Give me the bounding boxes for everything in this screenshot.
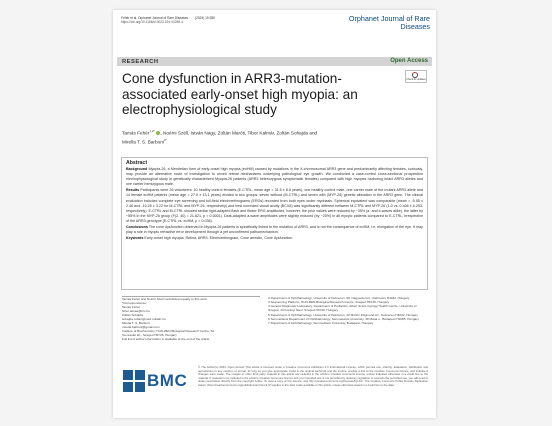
check-for-updates-label: Check for updates bbox=[406, 78, 426, 81]
affiliation-item: 3 Sequencing Platform, HUN-REN Biological Research Centre, Szeged H6726, Hungary bbox=[268, 300, 390, 305]
author-name[interactable]: Tamás Fehér bbox=[122, 130, 150, 136]
section-bar bbox=[117, 57, 432, 66]
results-text: Participants were 26 volunteers: 10 healthy control females (E-CTRL, mean age = 31.5 ± 8.8 years), one healthy control male, one carrier male of the mutant ARR3 allele and 14 female eoHM patients (mean age = 27.0 ± 13.1 years) divided in two groups: seven without (M-CTRL) and seven with (MYP-26) genetic alteration in the ARR3 gene. The clinical evaluation included complete eye screening and full-field electroretinograms (ERGs) recorded from both eyes under mydriasis. Spherical equivalent was comparable (mean = -9.55 ± 2.46 and -10.25 ± 3.22 for M-CTRL and MYP-26, respectively) and best corrected visual acuity (BCVA) was significantly different between M-CTRL and MYP-26 (1.0 vs. 0.406 ± 0.253, respectively). E-CTRL and M-CTRL showed similar light-adapted flash and flicker ERG amplitudes, however, the prior values were reduced by ~35% (a- and b-waves alike), the latter by ~55% in the MYP-26 group (F(2, 40) = 21.821, p < 0.0001). Dark-adapted a-wave amplitudes were slightly reduced (by ~20%) in all myopic patients compared to E-CTRL, irrespective of the ARR3 genotype (E-CTRL vs. eoHM, p = 0.038). bbox=[126, 188, 423, 223]
affiliation-item: 2 Department of Ophthalmology, University of Debrecen, 98. Nagyerdei krt., Debrecen H4032, Hungary bbox=[268, 296, 410, 300]
article-type-label: RESEARCH bbox=[122, 58, 159, 65]
abstract-heading: Abstract bbox=[126, 160, 148, 166]
affiliation-item: 6 Semmelweis Department of Ophthalmology, Semmelweis University, 39 Mária u., Budapest H1085, Hungary bbox=[268, 316, 419, 321]
citation-line: Fehér et al. Orphanet Journal of Rare Diseases (2024) 19:285 bbox=[121, 16, 215, 20]
background-text: Myopia-26, a Mendelian form of early-onset high myopia (eoHM) caused by mutations in the X-chromosomal ARR3 gene and predominantly affecting females, curiously, may provide an alternative route of investigation to unveil retinal mechanisms underlying pathological eye growth. We conducted a case-control cross-sectional prospective electrophysiological study in genetically characterized Myopia-26 patients (ARR3 heterozygous symptomatic females) compared with high myopes harboring intact ARR3 alleles and one carrier hemizygous male. bbox=[126, 167, 423, 187]
publisher-logo-text: BMC bbox=[147, 371, 188, 390]
abstract-conclusions bbox=[126, 225, 423, 235]
author-names: , Noémi Széll, István Nagy, Zoltán Maróti, Tibor Kalmár, Zoltán Sohajda and bbox=[160, 130, 318, 136]
abstract-box bbox=[121, 157, 428, 290]
author-list bbox=[122, 128, 422, 146]
update-check-icon bbox=[412, 72, 418, 78]
note-line: Institute of Biochemistry, HUN-REN Biological Research Centre, 62 bbox=[122, 328, 215, 333]
article-title: Cone dysfunction in ARR3-mutation-associated early-onset high myopia: an electrophysiological study bbox=[122, 71, 358, 117]
abstract-body bbox=[126, 167, 423, 242]
license-text: © The Author(s) 2024. Open Access This article is licensed under a Creative Commons Attribution 4.0 International License, which permits use, sharing, adaptation, distribution and reproduction in any medium or format, as long as you give appropriate credit to the original author(s) and the source, provide a link to the Creative Commons licence, and indicate if changes were made. The images or other third party material in this article are included in the article's Creative Commons licence, unless indicated otherwise in a credit line to the material. If material is not included in the article's Creative Commons licence and your intended use is not permitted by statutory regulation or exceeds the permitted use, you will need to obtain permission directly from the copyright holder. To view a copy of this licence, visit http://creativecommons.org/licenses/by/4.0/. The Creative Commons Public Domain Dedication waiver (http://creativecommons.org/publicdomain/zero/1.0/) applies to the data made available in this article, unless otherwise stated in a credit line to the data. bbox=[198, 365, 428, 387]
affiliation-item: 5 Department of Ophthalmology, University of Debrecen, 22 Móricz Zsigmond krt., Debrecen H4032, Hungary bbox=[268, 312, 418, 317]
doi-link[interactable]: https://doi.org/10.1186/s13023-024-03289-4 bbox=[121, 20, 183, 24]
author-affiliation-marker: 3* bbox=[163, 137, 167, 142]
article-page bbox=[113, 10, 436, 418]
email-link[interactable]: feher.tamas@brc.hu bbox=[122, 308, 150, 313]
open-access-label: Open Access bbox=[390, 58, 428, 65]
check-for-updates-button[interactable] bbox=[405, 70, 427, 83]
email-link[interactable]: sohajda.zoltan@med.unideb.hu bbox=[122, 316, 166, 321]
affiliation-item: 4 Genetic Diagnostic Laboratory, Department of Pediatrics, Albert Szent-Györgyi Health Centre, University of Szeged, 14 Korányi fasor, Szeged H6720, Hungary bbox=[268, 304, 417, 313]
conclusions-label: Conclusions bbox=[126, 225, 148, 230]
note-line: Full list of author information is available at the end of the article bbox=[122, 336, 210, 341]
abstract-results bbox=[126, 188, 423, 224]
keywords-label: Keywords bbox=[126, 236, 144, 241]
bmc-logo-icon bbox=[123, 370, 145, 392]
affiliation-list bbox=[268, 297, 428, 326]
affiliation-item: 7 Department of Ophthalmology, Semmelweis University, Budapest, Hungary bbox=[268, 320, 374, 325]
note-line: Tamás Fehér bbox=[122, 304, 141, 309]
conclusions-text: The cone dysfunction observed in Myopia-26 patients is specifically linked to the mutation of ARR3, and is not the consequence of eoHM, i.e. elongation of the eye. It may play a role in myopic refractive error development through a yet unconfirmed pathomechanism. bbox=[126, 225, 423, 235]
email-link[interactable]: mirella.barboni@gmail.com bbox=[122, 324, 160, 329]
note-line: Tamás Fehér and Noémi Széll contributed equally to this work. bbox=[122, 297, 208, 301]
note-line: Temesvári krt., Szeged H6726, Hungary bbox=[122, 332, 177, 337]
background-label: Background bbox=[126, 167, 148, 171]
citation-header bbox=[121, 16, 215, 24]
note-line: *Correspondence: bbox=[122, 300, 147, 305]
author-name[interactable]: Mirella T. S. Barboni bbox=[122, 139, 164, 145]
publisher-logo bbox=[123, 368, 188, 392]
keywords-text: Early-onset high myopia, Retina, ARR3, Electroretinogram, Cone arrestin, Cone dysfunction bbox=[144, 236, 293, 241]
author-affiliation-marker: 1,2* bbox=[149, 129, 155, 133]
note-line: Mirella T. S. Barboni bbox=[122, 320, 150, 325]
note-line: Zoltán Sohajda bbox=[122, 312, 143, 317]
results-label: Results bbox=[126, 188, 140, 193]
journal-name: Orphanet Journal of Rare Diseases bbox=[348, 14, 430, 32]
correspondence-notes bbox=[122, 296, 260, 341]
abstract-keywords bbox=[126, 236, 423, 241]
abstract-background bbox=[126, 167, 423, 187]
